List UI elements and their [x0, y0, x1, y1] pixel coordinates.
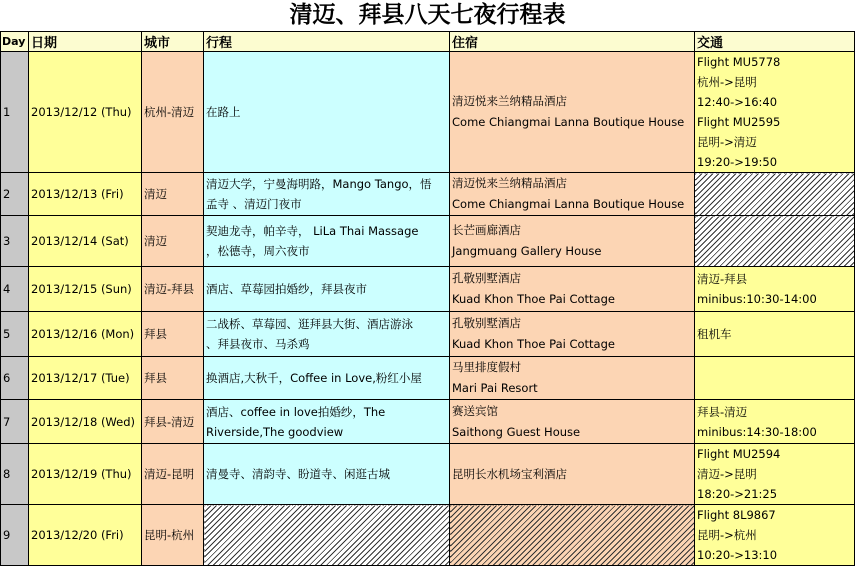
transport-cell: [695, 505, 855, 566]
transport-cell: [695, 52, 855, 173]
date-cell: 2013/12/14 (Sat): [29, 216, 142, 267]
header-lodging: 住宿: [450, 32, 695, 52]
transport-line: Flight MU2594: [697, 447, 781, 461]
city-cell: 清迈-昆明: [142, 444, 204, 505]
itinerary-line: 二战桥、草莓园、逛拜县大街、酒店游泳: [206, 317, 413, 331]
transport-line: 昆明->杭州: [697, 528, 757, 542]
itinerary-line: 契迪龙寺，帕辛寺， LiLa Thai Massage: [206, 224, 419, 238]
lodging-line: 马里排度假村: [452, 360, 521, 374]
header-city: 城市: [142, 32, 204, 52]
lodging-line: 清迈悦来兰纳精品酒店: [452, 176, 567, 190]
page-title: 清迈、拜县八天七夜行程表: [289, 2, 566, 28]
transport-cell: [695, 267, 855, 312]
itinerary-line: 清曼寺、清韵寺、盼道寺、闲逛古城: [206, 467, 390, 481]
table-row: [1, 444, 855, 505]
table-row: [1, 400, 855, 444]
lodging-line: Mari Pai Resort: [452, 381, 538, 395]
itinerary-line: 酒店、coffee in love拍婚纱，The: [206, 404, 386, 419]
transport-line: 租机车: [697, 327, 732, 341]
transport-line: Flight MU5778: [697, 55, 781, 69]
table-row: [1, 216, 855, 267]
itinerary-line: 酒店、草莓园拍婚纱，拜县夜市: [206, 282, 367, 296]
transport-cell: [695, 400, 855, 444]
itinerary-cell: [204, 267, 450, 312]
day-cell: 1: [1, 52, 29, 173]
lodging-line: 长芒画廊酒店: [452, 223, 521, 237]
date-cell: 2013/12/15 (Sun): [29, 267, 142, 312]
date-cell: 2013/12/12 (Thu): [29, 52, 142, 173]
day-cell: 5: [1, 312, 29, 357]
transport-cell-empty: [695, 216, 855, 267]
itinerary-cell: [204, 312, 450, 357]
itinerary-line: Riverside,The goodview: [206, 424, 344, 439]
transport-cell: [695, 444, 855, 505]
table-row: [1, 357, 855, 400]
lodging-line: Come Chiangmai Lanna Boutique House: [452, 115, 685, 129]
lodging-line: Kuad Khon Thoe Pai Cottage: [452, 292, 615, 306]
lodging-line: Kuad Khon Thoe Pai Cottage: [452, 337, 615, 351]
city-cell: 昆明-杭州: [142, 505, 204, 566]
lodging-cell: [450, 444, 695, 505]
transport-cell-empty: [695, 173, 855, 216]
day-cell: 8: [1, 444, 29, 505]
lodging-cell-empty: [450, 505, 695, 566]
lodging-cell: [450, 52, 695, 173]
itinerary-line: 换酒店,大秋千，Coffee in Love,粉红小屋: [206, 371, 422, 385]
transport-line: Flight 8L9867: [697, 508, 776, 522]
city-cell: 清迈: [142, 216, 204, 267]
day-cell: 2: [1, 173, 29, 216]
date-cell: 2013/12/16 (Mon): [29, 312, 142, 357]
day-cell: 6: [1, 357, 29, 400]
itinerary-cell: [204, 357, 450, 400]
day-cell: 3: [1, 216, 29, 267]
header-itinerary: 行程: [204, 32, 450, 52]
itinerary-line: 在路上: [206, 105, 241, 119]
transport-line: Flight MU2595: [697, 115, 781, 129]
lodging-cell: [450, 400, 695, 444]
itinerary-table: [0, 31, 855, 566]
city-cell: 拜县: [142, 312, 204, 357]
lodging-cell: [450, 216, 695, 267]
transport-line: 清迈-拜县: [697, 272, 748, 286]
city-cell: 清迈-拜县: [142, 267, 204, 312]
city-cell: 拜县-清迈: [142, 400, 204, 444]
date-cell: 2013/12/13 (Fri): [29, 173, 142, 216]
itinerary-line: 、拜县夜市、马杀鸡: [206, 337, 310, 351]
transport-line: 19:20->19:50: [697, 155, 778, 169]
date-cell: 2013/12/20 (Fri): [29, 505, 142, 566]
transport-cell: [695, 357, 855, 400]
header-row: [1, 32, 855, 52]
date-cell: 2013/12/19 (Thu): [29, 444, 142, 505]
lodging-line: 清迈悦来兰纳精品酒店: [452, 94, 567, 108]
day-cell: 9: [1, 505, 29, 566]
city-cell: 拜县: [142, 357, 204, 400]
itinerary-cell: [204, 400, 450, 444]
itinerary-cell: [204, 173, 450, 216]
transport-line: 昆明->清迈: [697, 135, 757, 149]
table-row: [1, 312, 855, 357]
day-cell: 4: [1, 267, 29, 312]
lodging-cell: [450, 312, 695, 357]
day-cell: 7: [1, 400, 29, 444]
transport-line: 清迈->昆明: [697, 467, 757, 481]
transport-line: 杭州->昆明: [697, 75, 757, 89]
lodging-cell: [450, 173, 695, 216]
city-cell: 杭州-清迈: [142, 52, 204, 173]
itinerary-cell: [204, 216, 450, 267]
transport-line: 10:20->13:10: [697, 548, 778, 562]
table-row: [1, 267, 855, 312]
header-date: 日期: [29, 32, 142, 52]
lodging-line: 昆明长水机场宝利酒店: [452, 466, 567, 481]
lodging-cell: [450, 267, 695, 312]
itinerary-cell: [204, 52, 450, 173]
table-row: [1, 52, 855, 173]
itinerary-cell-empty: [204, 505, 450, 566]
itinerary-line: ，松德寺，周六夜市: [206, 244, 310, 258]
date-cell: 2013/12/18 (Wed): [29, 400, 142, 444]
transport-line: 18:20->21:25: [697, 487, 778, 501]
lodging-line: Jangmuang Gallery House: [452, 244, 602, 258]
itinerary-line: 孟寺 、清迈门夜市: [206, 197, 302, 211]
lodging-line: Come Chiangmai Lanna Boutique House: [452, 197, 685, 211]
transport-cell: [695, 312, 855, 357]
transport-line: 12:40->16:40: [697, 95, 778, 109]
lodging-line: 赛送宾馆: [452, 403, 498, 418]
header-day: Day: [1, 32, 29, 52]
table-row: [1, 173, 855, 216]
transport-line: 拜县-清迈: [697, 404, 748, 419]
transport-line: minibus:10:30-14:00: [697, 292, 817, 306]
date-cell: 2013/12/17 (Tue): [29, 357, 142, 400]
table-row: [1, 505, 855, 566]
lodging-line: 孔敬别墅酒店: [452, 316, 521, 330]
city-cell: 清迈: [142, 173, 204, 216]
header-transport: 交通: [695, 32, 855, 52]
lodging-cell: [450, 357, 695, 400]
itinerary-body: [1, 52, 855, 566]
lodging-line: Saithong Guest House: [452, 424, 581, 439]
itinerary-line: 清迈大学，宁曼海明路，Mango Tango，悟: [206, 177, 432, 191]
itinerary-cell: [204, 444, 450, 505]
transport-line: minibus:14:30-18:00: [697, 424, 817, 439]
lodging-line: 孔敬别墅酒店: [452, 271, 521, 285]
